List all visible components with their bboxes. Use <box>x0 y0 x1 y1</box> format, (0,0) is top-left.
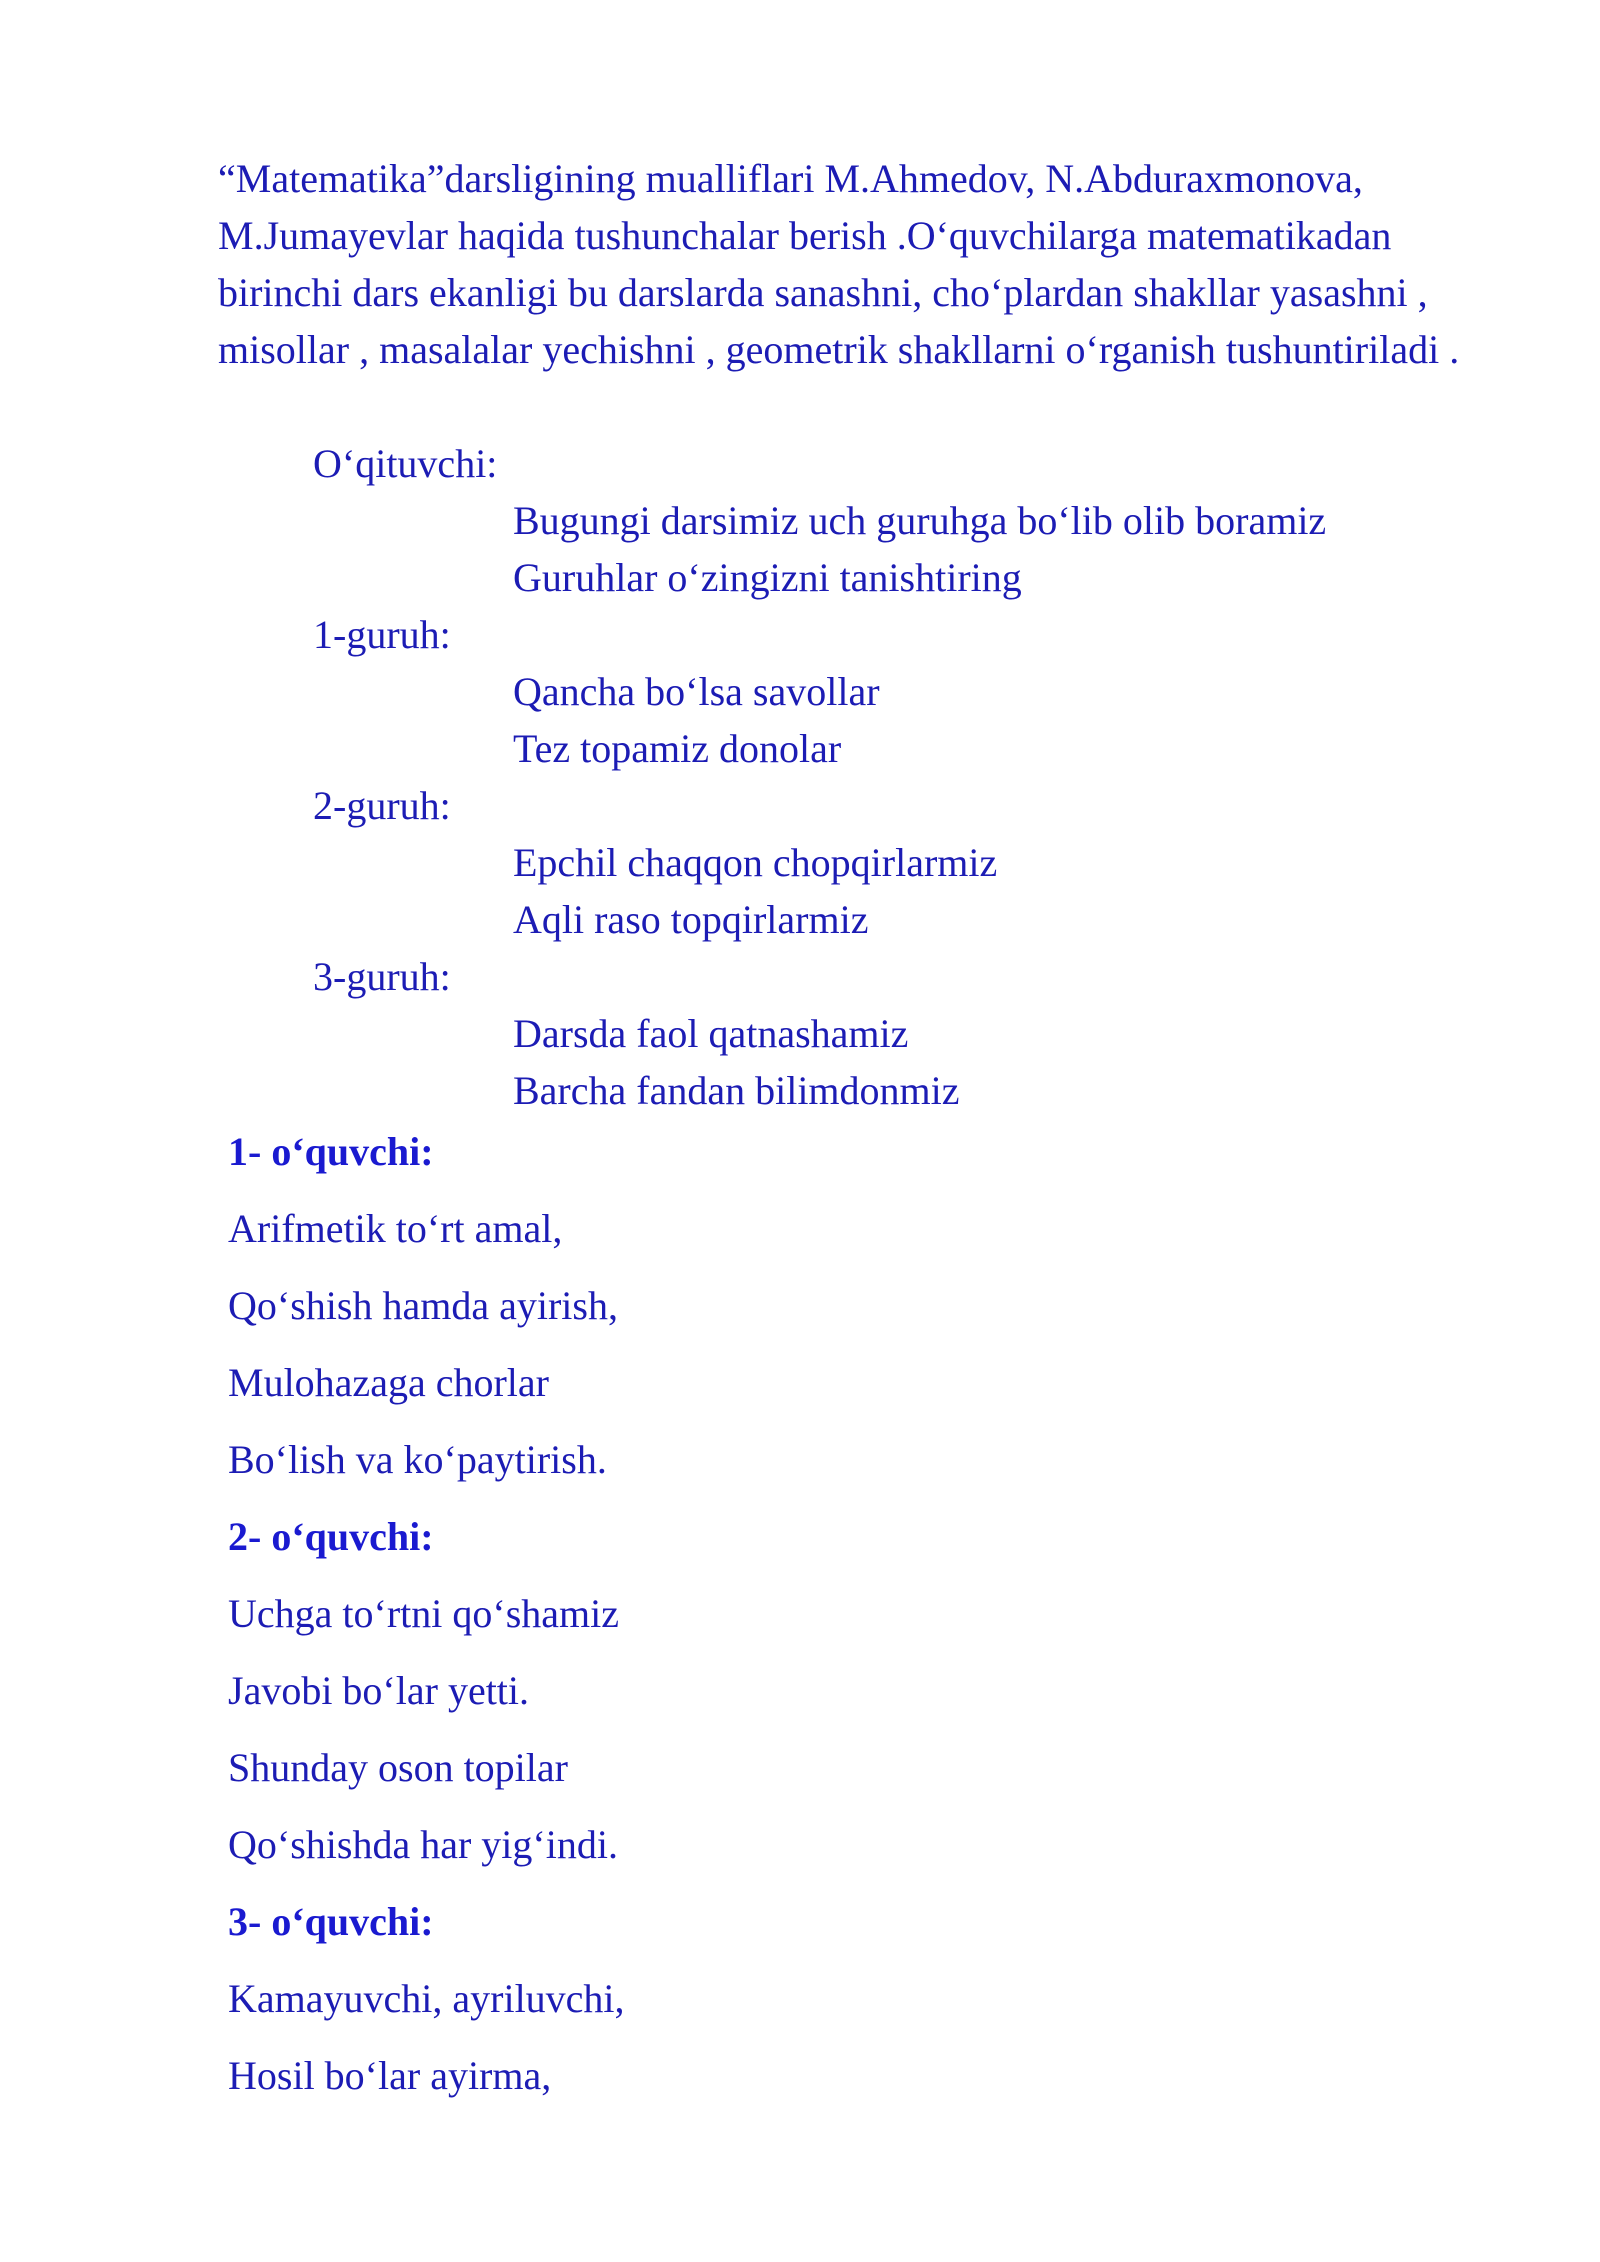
dialog-line: Barcha fandan bilimdonmiz <box>513 1068 960 1113</box>
dialog-line: Tez topamiz donolar <box>513 726 842 771</box>
poem-line: Bo‘lish va ko‘paytirish. <box>228 1437 607 1482</box>
speaker-teacher: O‘qituvchi: <box>313 441 498 486</box>
poem-line: Uchga to‘rtni qo‘shamiz <box>228 1591 619 1636</box>
speaker-group-1: 1-guruh: <box>313 612 451 657</box>
poem-line: Mulohazaga chorlar <box>228 1360 549 1405</box>
greeting-dialog <box>0 435 1600 1119</box>
dialog-line: Bugungi darsimiz uch guruhga bo‘lib olib boramiz <box>513 498 1327 543</box>
dialog-line: Qancha bo‘lsa savollar <box>513 669 880 714</box>
intro-paragraph: “Matematika”darsligining mualliflari M.Ahmedov, N.Abduraxmonova, M.Jumayevlar haqida tushunchalar berish .O‘quvchilarga matematikadan birinchi dars ekanligi bu darslarda sanashni, cho‘plardan shakllar yasashni , misollar , masalalar yechishni , geometrik shakllarni o‘rganish tushuntiriladi . <box>218 156 1460 372</box>
student-2-heading: 2- o‘quvchi: <box>228 1514 434 1559</box>
student-3-heading: 3- o‘quvchi: <box>228 1899 434 1944</box>
poem-line: Qo‘shish hamda ayirish, <box>228 1283 618 1328</box>
student-1-heading: 1- o‘quvchi: <box>228 1129 434 1174</box>
poem-line: Kamayuvchi, ayriluvchi, <box>228 1976 625 2021</box>
poem-line: Shunday oson topilar <box>228 1745 568 1790</box>
speaker-group-2: 2-guruh: <box>313 783 451 828</box>
poem-line: Qo‘shishda har yig‘indi. <box>228 1822 618 1867</box>
dialog-line: Epchil chaqqon chopqirlarmiz <box>513 840 998 885</box>
speaker-group-3: 3-guruh: <box>313 954 451 999</box>
student-poems <box>228 1113 625 2114</box>
dialog-line: Darsda faol qatnashamiz <box>513 1011 909 1056</box>
dialog-line: Aqli raso topqirlarmiz <box>513 897 869 942</box>
poem-line: Arifmetik to‘rt amal, <box>228 1206 563 1251</box>
poem-line: Hosil bo‘lar ayirma, <box>228 2053 552 2098</box>
poem-line: Javobi bo‘lar yetti. <box>228 1668 530 1713</box>
dialog-line: Guruhlar o‘zingizni tanishtiring <box>513 555 1022 600</box>
